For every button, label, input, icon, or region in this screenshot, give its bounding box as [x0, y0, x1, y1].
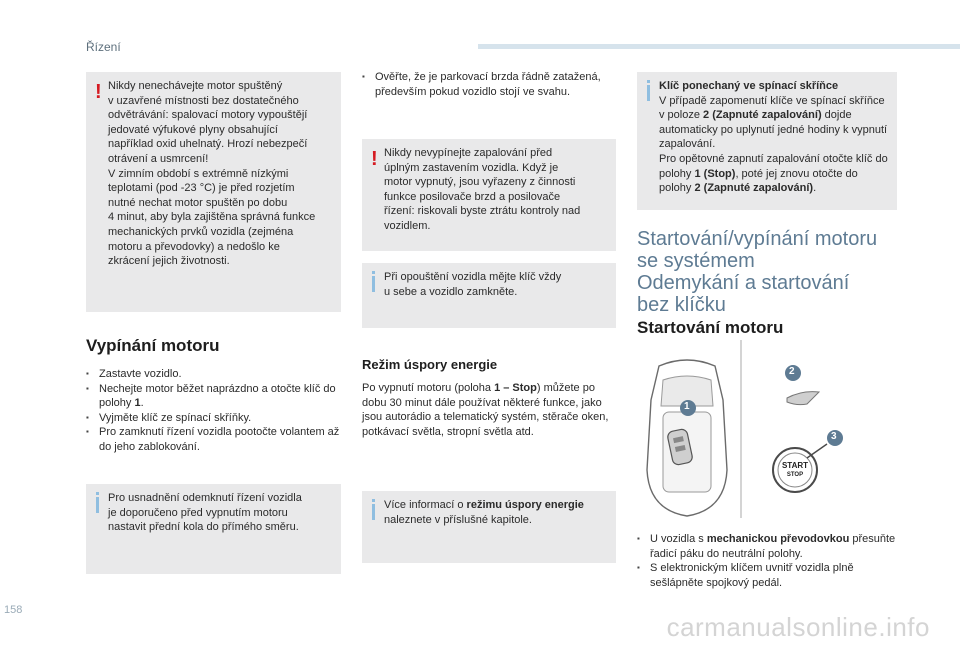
- list-item: ▪ Ověřte, že je parkovací brzda řádně zatažená, především pokud vozidlo stojí ve svahu.: [362, 70, 614, 99]
- warning-text: Nikdy nenechávejte motor spuštěný v uzavřené místnosti bez dostatečného odvětrávání: spalovací motory vypouštějí jedovaté výfukové plyny obsahující například oxid uhelnatý. Hrozí nebezpečí otrávení a usmrcení! V zimním období s extrémně nízkými teplotami (pod -23 °C) je před rozjetím nutné nechat motor spuštěn po dobu 4 minut, aby byla zajištěna správná funkce mechanických prvků vozidla (zejména motoru a převodovky) a nedošlo ke zkrácení jejich životnosti.: [108, 80, 316, 268]
- parking-brake-step: [362, 70, 614, 99]
- engine-off-steps: [86, 367, 341, 455]
- chapter-title: [637, 228, 887, 316]
- warning-box-ventilation: [86, 72, 341, 312]
- info-title: Klíč ponechaný ve spínací skříňce: [659, 80, 839, 92]
- start-stop-button-graphic: [773, 448, 817, 492]
- chapter-title-line1: Startování/vypínání motoru se systémem: [637, 228, 878, 272]
- list-item: ▪ U vozidla s mechanickou převodovkou přesuňte řadicí páku do neutrální polohy.: [637, 532, 899, 561]
- info-box-steering: [86, 484, 341, 574]
- info-text: Pro usnadnění odemknutí řízení vozidla je doporučeno před vypnutím motoru nastavit přední kola do přímého směru.: [108, 492, 302, 534]
- section-title: Řízení: [86, 40, 121, 54]
- info-text: Více informací o režimu úspory energie naleznete v příslušné kapitole.: [384, 499, 584, 526]
- info-icon: [372, 276, 375, 292]
- energy-saving-paragraph: Po vypnutí motoru (poloha 1 – Stop) můžete po dobu 30 minut dále používat některé funkce, jako jsou autorádio a telematický systém, stěrače oken, potkávací světla, stropní světla atd.: [362, 382, 609, 438]
- stop-label: STOP: [786, 472, 804, 478]
- list-item: ▪ Nechejte motor běžet naprázdno a otočte klíč do polohy 1.: [86, 382, 341, 411]
- list-item: ▪ Pro zamknutí řízení vozidla pootočte volantem až do jeho zablokování.: [86, 425, 341, 454]
- badge-3-label: 3: [831, 431, 837, 442]
- info-box-key-left: [637, 72, 897, 210]
- list-item: ▪ S elektronickým klíčem uvnitř vozidla plně sešlápněte spojkový pedál.: [637, 561, 899, 590]
- section-heading-energy-saving: Režim úspory energie: [362, 357, 498, 372]
- info-icon: [647, 85, 650, 101]
- watermark: carmanualsonline.info: [666, 612, 930, 642]
- warning-icon: !: [371, 148, 378, 170]
- info-box-energy-mode: [362, 491, 616, 563]
- info-text: Při opouštění vozidla mějte klíč vždy u sebe a vozidlo zamkněte.: [384, 271, 562, 298]
- section-heading-engine-off: Vypínání motoru: [86, 336, 220, 355]
- page-number: 158: [4, 604, 23, 616]
- warning-icon: !: [95, 81, 102, 103]
- info-icon: [372, 504, 375, 520]
- info-text: Klíč ponechaný ve spínací skříňce V případě zapomenutí klíče ve spínací skříňce v poloze 2 (Zapnuté zapalování) dojde automaticky po uplynutí jedné hodiny k vypnutí zapalování. Pro opětovné zapnutí zapalování otočte klíč do polohy 1 (Stop), poté jej znovu otočte do polohy 2 (Zapnuté zapalování).: [659, 80, 888, 195]
- warning-box-ignition: [362, 139, 616, 251]
- section-heading-engine-start: Startování motoru: [637, 318, 784, 337]
- start-label: START: [781, 461, 809, 470]
- engine-start-steps: [637, 532, 899, 590]
- badge-2-label: 2: [789, 366, 795, 377]
- list-item: ▪ Zastavte vozidlo.: [86, 367, 341, 382]
- start-illustration: [637, 340, 897, 518]
- car-diagram: [637, 340, 897, 518]
- list-item: ▪ Vyjměte klíč ze spínací skříňky.: [86, 411, 341, 426]
- header-bar: [478, 44, 960, 49]
- warning-text: Nikdy nevypínejte zapalování před úplným zastavením vozidla. Když je motor vypnutý, jsou vyřazeny z činnosti funkce posilovače brzd a posilovače řízení: riskovali byste ztrátu kontroly nad vozidlem.: [384, 147, 581, 232]
- info-icon: [96, 497, 99, 513]
- info-box-key: [362, 263, 616, 328]
- badge-1-label: 1: [684, 401, 690, 412]
- chapter-title-line2: Odemykání a startování bez klíčku: [637, 272, 850, 316]
